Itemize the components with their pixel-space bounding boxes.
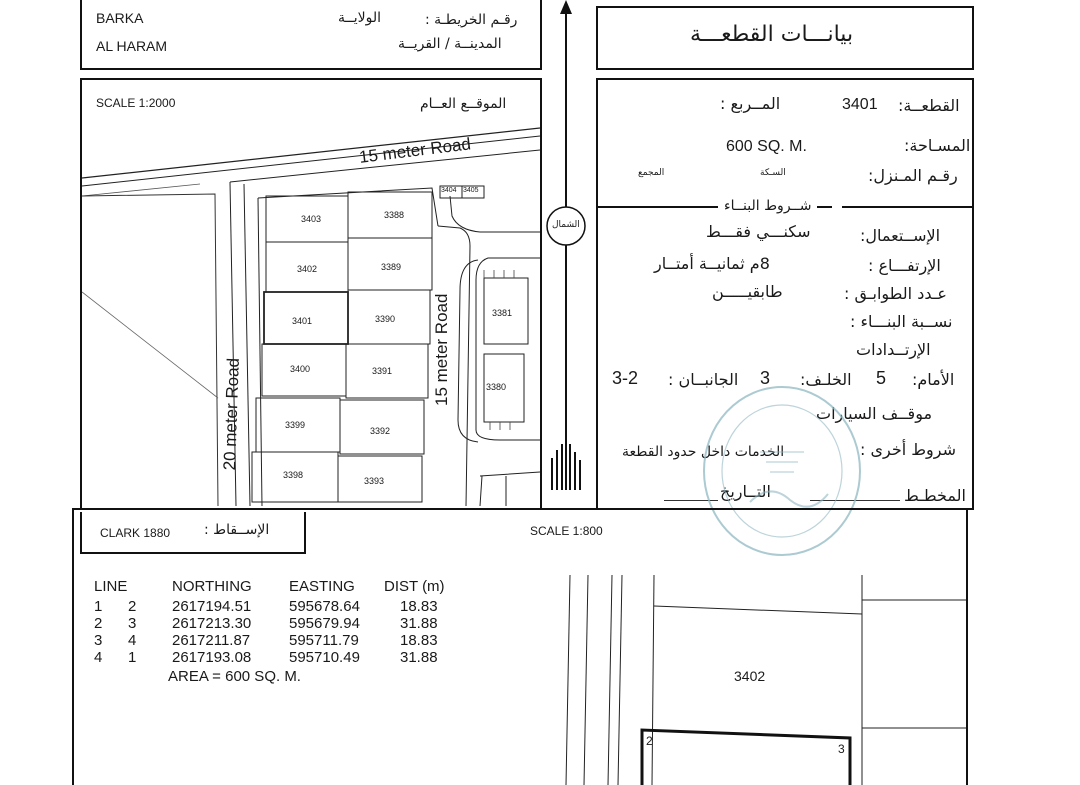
north-label: الشمال	[552, 220, 580, 230]
parcel-label: 3389	[381, 262, 402, 272]
left-border-line	[72, 508, 74, 785]
parcel-label: 3403	[301, 214, 322, 224]
village-value: AL HARAM	[96, 38, 168, 54]
detail-scale: SCALE 1:800	[530, 524, 603, 538]
road-label-left: 20 meter Road	[220, 357, 243, 471]
ratio-label: نســبة البنـــاء :	[850, 312, 953, 331]
parcel-label: 3390	[375, 314, 396, 324]
parcel-label-selected: 3401	[292, 316, 313, 326]
parking-label: موقــف السيارات	[816, 404, 933, 423]
row-northing: 2617213.30	[172, 615, 252, 632]
use-value: سكنـــي فقـــط	[706, 222, 811, 241]
back-value: 3	[760, 368, 771, 388]
area-total: AREA = 600 SQ. M.	[168, 668, 301, 685]
road-label-top: 15 meter Road	[358, 134, 472, 167]
plot-value: 3401	[842, 96, 878, 113]
wilayah-label: الولايــة	[338, 10, 381, 26]
row-dist: 31.88	[400, 649, 438, 666]
area-value: 600 SQ. M.	[726, 138, 807, 155]
city-village-label: المدينــة / القريــة	[398, 36, 502, 52]
sides-value: 3-2	[612, 368, 639, 388]
projection-value: CLARK 1880	[100, 526, 171, 540]
floors-value: طابقيـــــن	[712, 282, 783, 301]
block-label: المــربع :	[720, 94, 781, 113]
plot-data-title: بيانـــات القطعـــة	[690, 22, 854, 47]
row-from: 3	[94, 632, 103, 649]
row-from: 4	[94, 649, 103, 666]
parcel-label: 3392	[370, 426, 391, 436]
area-label: المسـاحة:	[904, 136, 971, 155]
col-header-northing: NORTHING	[172, 578, 252, 595]
row-dist: 18.83	[400, 632, 438, 649]
height-label: الإرتفـــاع :	[868, 256, 941, 275]
use-label: الإســتعمال:	[860, 226, 941, 245]
north-arrow	[538, 0, 596, 500]
col-header-dist: DIST (m)	[384, 578, 445, 595]
projection-label: الإســقاط :	[204, 522, 270, 538]
parcel-label: 3405	[463, 187, 479, 194]
row-easting: 595679.94	[289, 615, 360, 632]
row-northing: 2617193.08	[172, 649, 252, 666]
location-scale: SCALE 1:2000	[96, 96, 176, 110]
row-easting: 595678.64	[289, 598, 360, 615]
parcel-label: 3398	[283, 470, 304, 480]
building-conditions-title: شــروط البنــاء	[718, 198, 817, 214]
detail-parcel-label: 3402	[734, 668, 766, 684]
row-from: 2	[94, 615, 103, 632]
planner-label: المخطـط	[904, 486, 966, 505]
parcel-label: 3400	[290, 364, 311, 374]
parcel-label: 3402	[297, 264, 318, 274]
setbacks-label: الإرتــدادات	[856, 340, 931, 359]
row-to: 4	[128, 632, 137, 649]
row-to: 2	[128, 598, 137, 615]
back-label: الخلـف:	[800, 370, 852, 389]
parcel-label: 3393	[364, 476, 385, 486]
plot-label: القطعــة:	[898, 96, 960, 115]
official-stamp-seal	[700, 382, 864, 560]
right-border-line	[966, 508, 968, 785]
parcel-label: 3381	[492, 308, 513, 318]
road-label-right: 15 meter Road	[432, 293, 451, 406]
row-easting: 595711.79	[289, 632, 359, 649]
row-dist: 18.83	[400, 598, 438, 615]
row-easting: 595710.49	[289, 649, 360, 666]
row-to: 1	[128, 649, 137, 666]
parcel-label: 3391	[372, 366, 393, 376]
row-to: 3	[128, 615, 137, 632]
sides-label: الجانبــان :	[668, 370, 739, 389]
front-label: الأمام:	[912, 370, 955, 389]
col-header-easting: EASTING	[289, 578, 355, 595]
other-conditions-label: شروط أخرى :	[860, 440, 957, 459]
corner-label: 2	[646, 734, 653, 748]
location-map-drawing	[82, 80, 540, 508]
date-label: التــاريخ	[720, 482, 771, 501]
row-northing: 2617194.51	[172, 598, 252, 615]
complex-label: المجمع	[638, 168, 665, 178]
front-value: 5	[876, 368, 887, 388]
parcel-label: 3399	[285, 420, 306, 430]
row-northing: 2617211.87	[172, 632, 251, 649]
header-box	[80, 0, 542, 70]
floors-label: عـدد الطوابـق :	[844, 284, 947, 303]
row-dist: 31.88	[400, 615, 438, 632]
general-location-label: الموقــع العــام	[420, 96, 507, 112]
parcel-label: 3388	[384, 210, 405, 220]
wilayah-value: BARKA	[96, 10, 144, 26]
map-number-label: رقـم الخريطـة :	[425, 12, 518, 28]
horizontal-divider	[72, 508, 974, 510]
other-conditions-value: الخدمات داخل حدود القطعة	[622, 444, 785, 460]
house-number-label: رقـم المـنزل:	[868, 166, 958, 185]
street-label: السـكة	[760, 168, 786, 178]
divider	[842, 206, 974, 208]
row-from: 1	[94, 598, 103, 615]
height-value: 8م ثمانيــة أمتــار	[654, 254, 770, 273]
parcel-label: 3380	[486, 382, 507, 392]
parcel-label: 3404	[441, 187, 457, 194]
corner-label: 3	[838, 742, 845, 756]
col-header-line: LINE	[94, 578, 128, 595]
